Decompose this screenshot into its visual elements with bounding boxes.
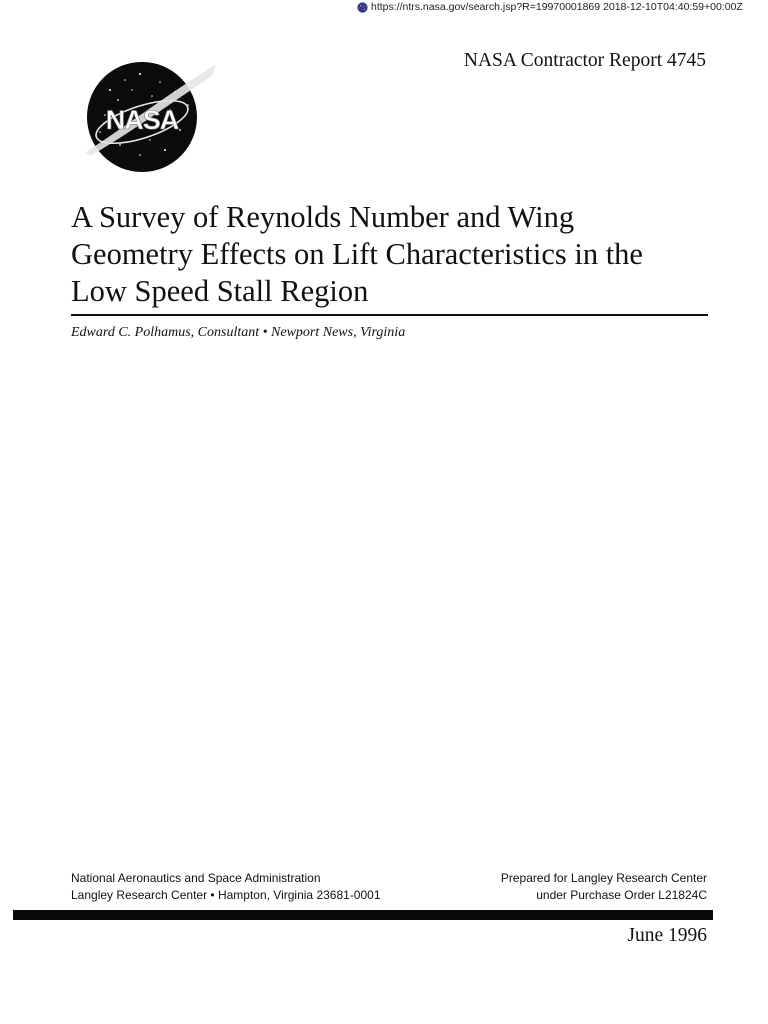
nasa-logo	[80, 60, 220, 172]
footer-bar	[13, 910, 713, 920]
purchase-order-line: under Purchase Order L21824C	[536, 888, 707, 902]
organization-block	[71, 870, 381, 904]
publication-date: June 1996	[627, 925, 707, 946]
source-stamp	[357, 0, 757, 14]
logo-wordmark: NASA	[105, 105, 179, 135]
author-line: Edward C. Polhamus, Consultant • Newport News, Virginia	[71, 325, 406, 340]
org-name: National Aeronautics and Space Administration	[71, 871, 321, 885]
prepared-for-block	[501, 870, 707, 904]
title-divider	[71, 314, 708, 316]
document-title	[71, 199, 731, 310]
title-line-2: Geometry Effects on Lift Characteristics in the	[71, 237, 643, 271]
report-number: NASA Contractor Report 4745	[463, 50, 706, 71]
org-address: Langley Research Center • Hampton, Virginia 23681-0001	[71, 888, 381, 902]
title-line-1: A Survey of Reynolds Number and Wing	[71, 200, 575, 234]
nasa-stamp-icon	[357, 2, 368, 13]
source-url[interactable]: https://ntrs.nasa.gov/search.jsp?R=19970001869 2018-12-10T04:40:59+00:00Z	[371, 1, 743, 13]
prepared-for-line: Prepared for Langley Research Center	[500, 871, 707, 885]
title-line-3: Low Speed Stall Region	[71, 274, 369, 308]
